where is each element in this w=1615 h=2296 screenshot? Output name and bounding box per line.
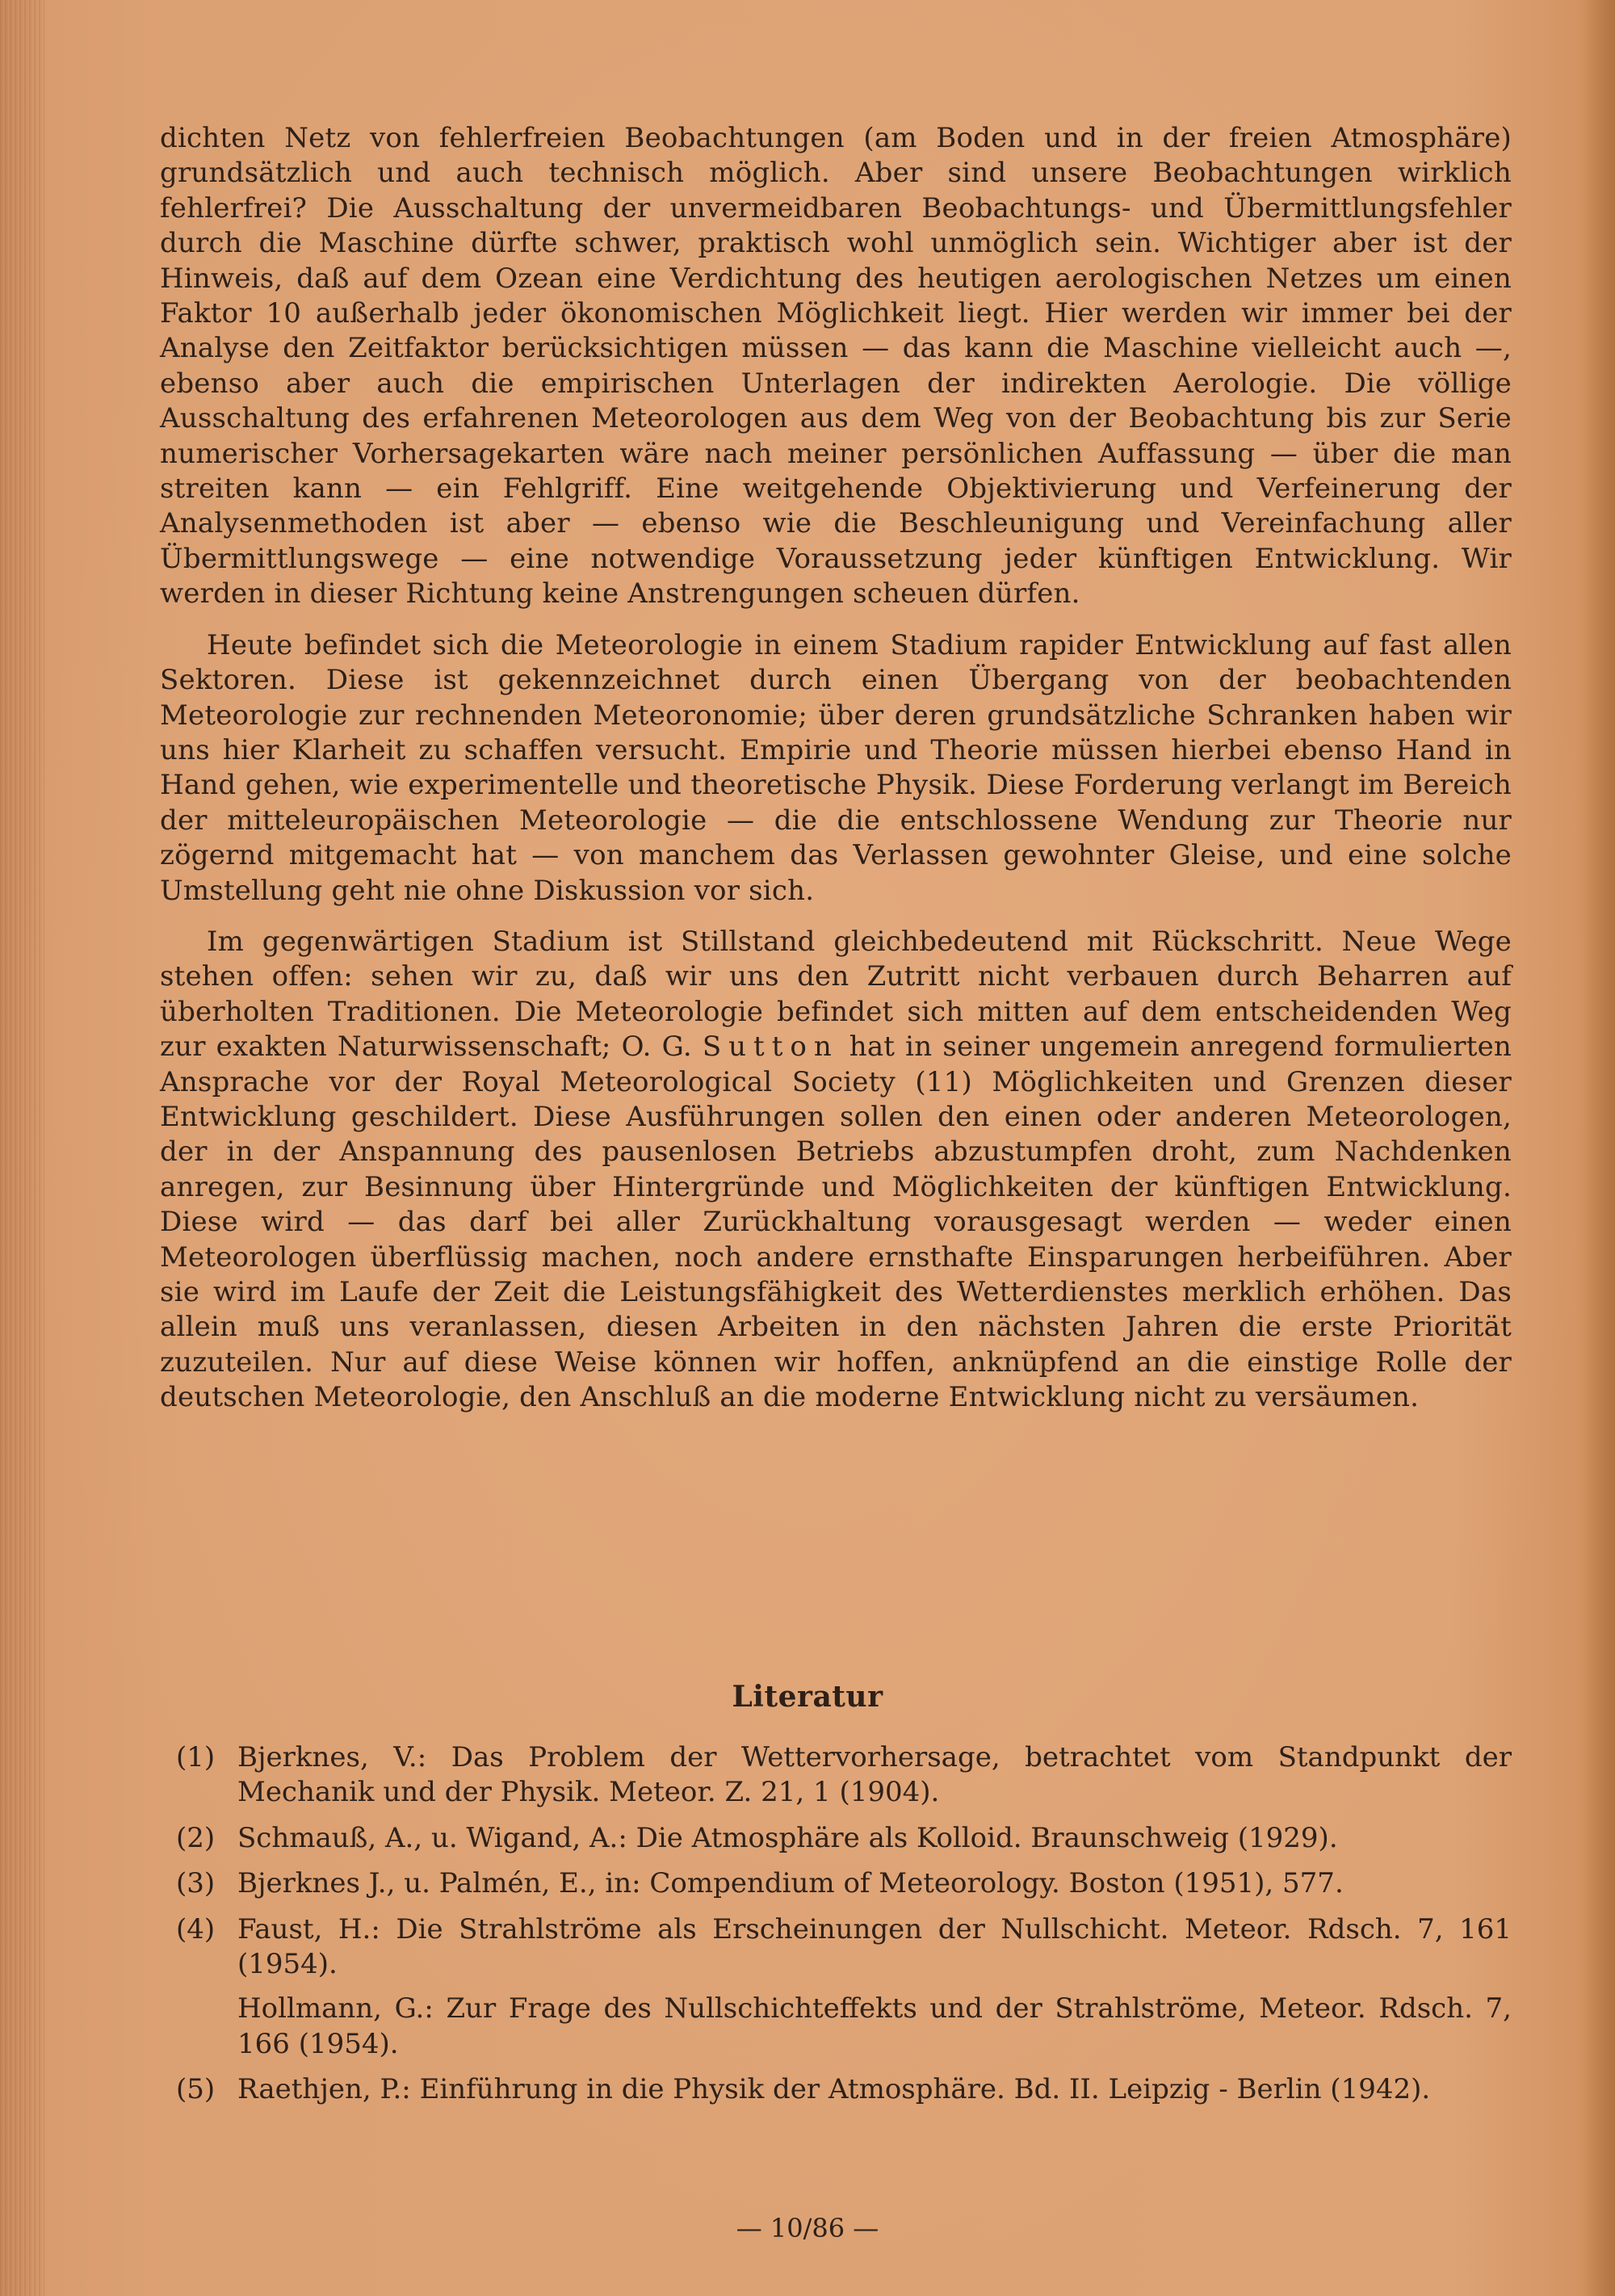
paragraph-3-start: Im gegenwärtigen Stadium ist Stillstand gleichbedeutend mit Rückschritt. Neue Wege stehen offen: sehen wir zu, daß wir uns den Zutritt nicht verbauen durch Beharren auf überholten Traditionen. Die Meteorologie befindet sich mitten auf dem entscheidenden Weg zur exakten Naturwissenschaft; O. G. <box>160 925 1512 1064</box>
reference-item <box>176 1866 1512 1901</box>
reference-number: (5) <box>176 2073 216 2106</box>
author-name-sutton: Sutton <box>702 1030 839 1064</box>
paragraph-3 <box>160 925 1512 1416</box>
body-text <box>160 121 1512 1416</box>
reference-number: (4) <box>176 1912 216 1946</box>
page-edge-right <box>1583 0 1615 2296</box>
reference-text: Raethjen, P.: Einführung in die Physik der Atmosphäre. Bd. II. Leipzig - Berlin (1942). <box>237 2073 1431 2106</box>
reference-item <box>176 1821 1512 1856</box>
reference-text: Faust, H.: Die Strahlströme als Erscheinungen der Nullschicht. Meteor. Rdsch. 7, 161 (1954). <box>237 1912 1512 1981</box>
reference-number: (1) <box>176 1741 216 1773</box>
reference-item <box>176 1912 1512 2063</box>
paragraph-1: dichten Netz von fehlerfreien Beobachtungen (am Boden und in der freien Atmosphäre) grundsätzlich und auch technisch möglich. Aber sind unsere Beobachtungen wirklich fehlerfrei? Die Ausschaltung der unvermeidbaren Beobachtungs- und Übermittlungsfehler durch die Maschine dürfte schwer, praktisch wohl unmöglich sein. Wichtiger aber ist der Hinweis, daß auf dem Ozean eine Verdichtung des heutigen aerologischen Netzes um einen Faktor 10 außerhalb jeder ökonomischen Möglichkeit liegt. Hier werden wir immer bei der Analyse den Zeitfaktor berücksichtigen müssen — das kann die Maschine vielleicht auch —, ebenso aber auch die empirischen Unterlagen der indirekten Aerologie. Die völlige Ausschaltung des erfahrenen Meteorologen aus dem Weg von der Beobachtung bis zur Serie numerischer Vorhersagekarten wäre nach meiner persönlichen Auffassung — über die man streiten kann — ein Fehlgriff. Eine weitgehende Objektivierung und Verfeinerung der Analysenmethoden ist aber — ebenso wie die Beschleunigung und Vereinfachung aller Übermittlungswege — eine notwendige Voraussetzung jeder künftigen Entwicklung. Wir werden in dieser Richtung keine Anstrengungen scheuen dürfen. <box>160 122 1512 611</box>
reference-text: Bjerknes, V.: Das Problem der Wettervorhersage, betrachtet vom Standpunkt der Mechanik und der Physik. Meteor. Z. 21, 1 (1904). <box>237 1741 1512 1809</box>
literature-heading: Literatur <box>732 1680 883 1714</box>
reference-number: (2) <box>176 1821 216 1854</box>
reference-text: Bjerknes J., u. Palmén, E., in: Compendium of Meteorology. Boston (1951), 577. <box>237 1867 1344 1900</box>
page-number: — 10/86 — <box>736 2213 879 2244</box>
reference-number: (3) <box>176 1867 216 1900</box>
reference-list <box>176 1740 1512 2118</box>
reference-text-secondary: Hollmann, G.: Zur Frage des Nullschichteffekts und der Strahlströme, Meteor. Rdsch. 7, 166 (1954). <box>237 1992 1512 2060</box>
reference-item <box>176 1740 1512 1811</box>
reference-text-group <box>237 1912 1512 2063</box>
paragraph-3-end: hat in seiner ungemein anregend formulierten Ansprache vor der Royal Meteorological Society (11) Möglichkeiten und Grenzen dieser Entwicklung geschildert. Diese Ausführungen sollen den einen oder anderen Meteorologen, der in der Anspannung des pausenlosen Betriebs abzustumpfen droht, zum Nachdenken anregen, zur Besinnung über Hintergründe und Möglichkeiten der künftigen Entwicklung. Diese wird — das darf bei aller Zurückhaltung vorausgesagt werden — weder einen Meteorologen überflüssig machen, noch andere ernsthafte Einsparungen herbeiführen. Aber sie wird im Laufe der Zeit die Leistungsfähigkeit des Wetterdienstes merklich erhöhen. Das allein muß uns veranlassen, diesen Arbeiten in den nächsten Jahren die erste Priorität zuzuteilen. Nur auf diese Weise können wir hoffen, anknüpfend an die einstige Rolle der deutschen Meteorologie, den Anschluß an die moderne Entwicklung nicht zu versäumen. <box>160 1030 1512 1414</box>
reference-text: Schmauß, A., u. Wigand, A.: Die Atmosphäre als Kolloid. Braunschweig (1929). <box>237 1821 1338 1854</box>
page-edge-left <box>0 0 44 2296</box>
reference-item <box>176 2072 1512 2107</box>
paragraph-2: Heute befindet sich die Meteorologie in einem Stadium rapider Entwicklung auf fast allen Sektoren. Diese ist gekennzeichnet durch einen Übergang von der beobachtenden Meteorologie zur rechnenden Meteoronomie; über deren grundsätzliche Schranken haben wir uns hier Klarheit zu schaffen versucht. Empirie und Theorie müssen hierbei ebenso Hand in Hand gehen, wie experimentelle und theoretische Physik. Diese Forderung verlangt im Bereich der mitteleuropäischen Meteorologie — die die entschlossene Wendung zur Theorie nur zögernd mitgemacht hat — von manchem das Verlassen gewohnter Gleise, und eine solche Umstellung geht nie ohne Diskussion vor sich. <box>160 628 1512 907</box>
